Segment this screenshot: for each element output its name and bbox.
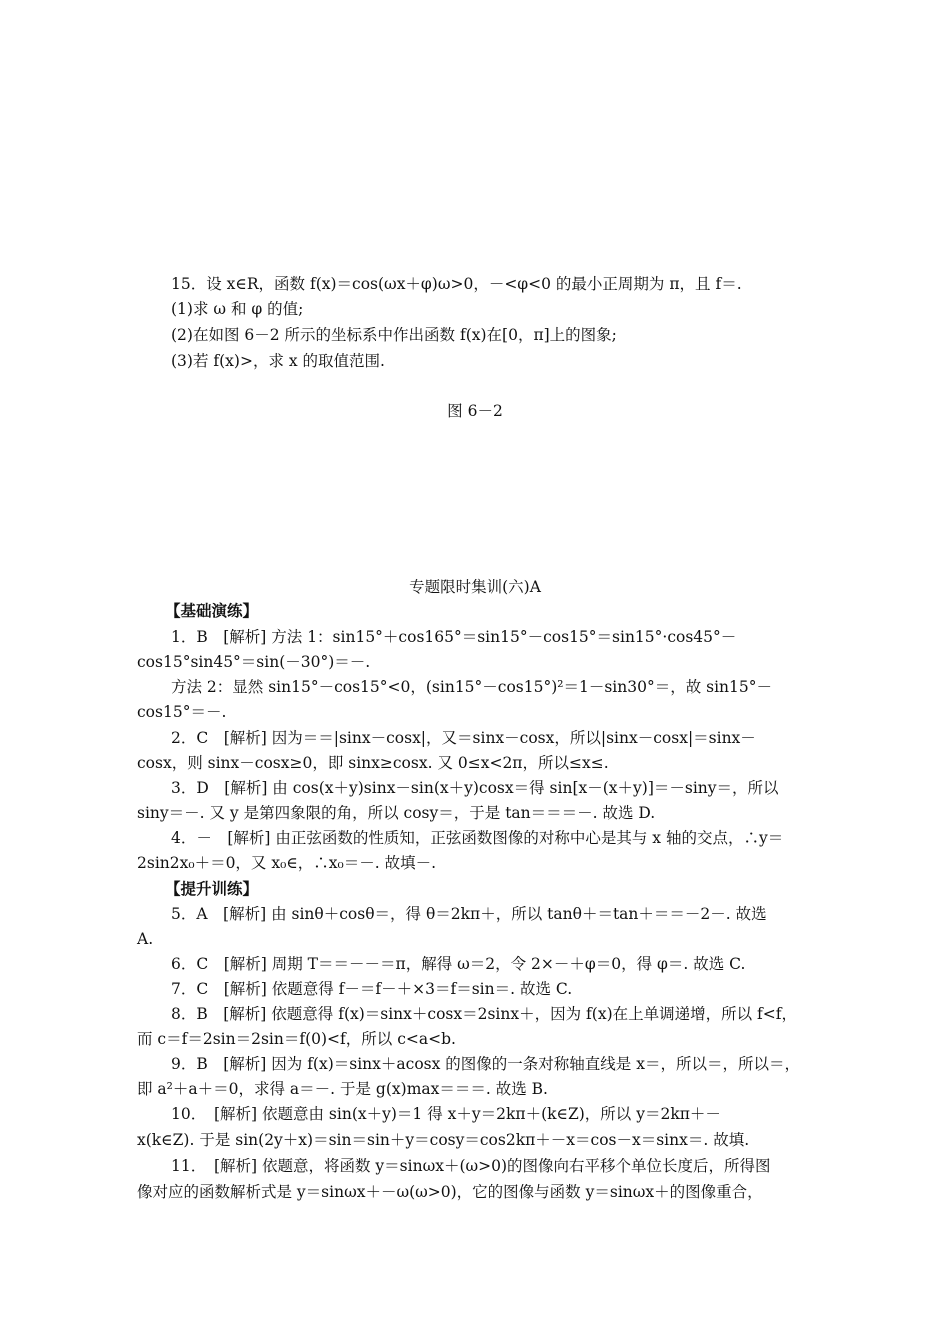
question-15-stem: 15．设 x∈R，函数 f(x)＝cos(ωx＋φ)ω>0，－<φ<0 的最小正周期为 π，且 f＝. bbox=[171, 275, 742, 293]
answer-line: cos15°＝－. bbox=[137, 703, 227, 721]
answer-line: A. bbox=[137, 930, 154, 948]
figure-caption: 图 6－2 bbox=[447, 402, 503, 420]
answer-line: 4．－ [解析] 由正弦函数的性质知，正弦函数图像的对称中心是其与 x 轴的交点，∴y＝ bbox=[171, 829, 784, 847]
question-15-part-2: (2)在如图 6－2 所示的坐标系中作出函数 f(x)在[0，π]上的图象; bbox=[171, 326, 617, 344]
answer-line: 2sin2x₀＋＝0，又 x₀∈，∴x₀＝－. 故填－. bbox=[137, 854, 437, 872]
section-advanced-heading: 【提升训练】 bbox=[165, 879, 259, 898]
answer-line: 即 a²＋a＋＝0，求得 a＝－. 于是 g(x)max＝＝＝. 故选 B. bbox=[137, 1080, 548, 1098]
answer-line: 而 c＝f＝2sin＝2sin＝f(0)<f，所以 c<a<b. bbox=[137, 1030, 456, 1048]
answer-line: 1．B [解析] 方法 1：sin15°＋cos165°＝sin15°－cos15°＝sin15°·cos45°－ bbox=[171, 628, 737, 646]
answer-line: 11． [解析] 依题意，将函数 y＝sinωx＋(ω>0)的图像向右平移个单位长度后，所得图 bbox=[171, 1157, 771, 1175]
answer-line: 5．A [解析] 由 sinθ＋cosθ＝，得 θ＝2kπ＋，所以 tanθ＋＝tan＋＝＝－2－. 故选 bbox=[171, 905, 767, 923]
answer-line: 方法 2：显然 sin15°－cos15°<0，(sin15°－cos15°)²＝1－sin30°＝，故 sin15°－ bbox=[171, 678, 773, 696]
answer-line: 10． [解析] 依题意由 sin(x＋y)＝1 得 x＋y＝2kπ＋(k∈Z)，所以 y＝2kπ＋－ bbox=[171, 1105, 721, 1123]
answer-line: 7．C [解析] 依题意得 f－＝f－＋×3＝f＝sin＝. 故选 C. bbox=[171, 980, 573, 998]
answer-line: siny＝－. 又 y 是第四象限的角，所以 cosy＝，于是 tan＝＝＝－. 故选 D. bbox=[137, 804, 656, 822]
answer-line: cosx，则 sinx－cosx≥0，即 sinx≥cosx. 又 0≤x<2π，所以≤x≤. bbox=[137, 754, 609, 772]
answer-line: 3．D [解析] 由 cos(x＋y)sinx－sin(x＋y)cosx＝得 sin[x－(x＋y)]＝－siny＝，所以 bbox=[171, 779, 779, 797]
answer-line: 9．B [解析] 因为 f(x)＝sinx＋acosx 的图像的一条对称轴直线是 x＝，所以＝，所以＝， bbox=[171, 1055, 800, 1073]
answer-line: 6．C [解析] 周期 T＝＝－－＝π，解得 ω＝2，令 2×－＋φ＝0，得 φ＝. 故选 C. bbox=[171, 955, 746, 973]
answer-line: 8．B [解析] 依题意得 f(x)＝sinx＋cosx＝2sinx＋，因为 f(x)在上单调递增，所以 f<f， bbox=[171, 1005, 798, 1023]
question-15-part-1: (1)求 ω 和 φ 的值; bbox=[171, 300, 304, 318]
answer-line: x(k∈Z). 于是 sin(2y＋x)＝sin＝sin＋y＝cosy＝cos2kπ＋－x＝cos－x＝sinx＝. 故填. bbox=[137, 1131, 750, 1149]
answers-title: 专题限时集训(六)A bbox=[409, 578, 541, 596]
answer-line: 2．C [解析] 因为＝＝|sinx－cosx|，又＝sinx－cosx，所以|sinx－cosx|＝sinx－ bbox=[171, 729, 756, 747]
answer-line: 像对应的函数解析式是 y＝sinωx＋－ω(ω>0)，它的图像与函数 y＝sinωx＋的图像重合， bbox=[137, 1183, 763, 1201]
answer-line: cos15°sin45°＝sin(－30°)＝－. bbox=[137, 653, 371, 671]
question-15-part-3: (3)若 f(x)>，求 x 的取值范围. bbox=[171, 352, 385, 370]
section-basic-heading: 【基础演练】 bbox=[165, 601, 259, 620]
